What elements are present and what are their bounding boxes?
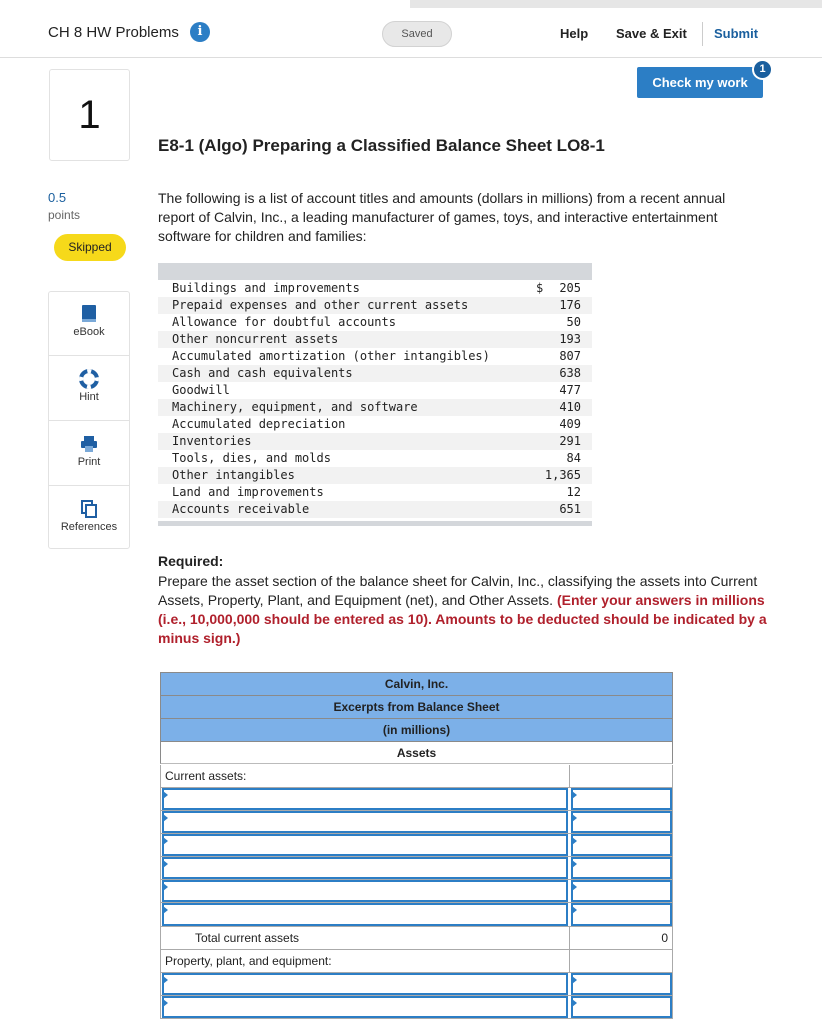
required-text: [158, 572, 778, 648]
account-amount: 1,365: [544, 468, 581, 482]
hint-button[interactable]: [49, 357, 129, 421]
account-amount: 176: [559, 298, 581, 312]
account-name: Other intangibles: [172, 468, 295, 482]
ppe-entry-row: [160, 973, 673, 996]
amount-input[interactable]: [571, 811, 672, 833]
account-name: Prepaid expenses and other current assets: [172, 298, 469, 312]
current-asset-entry-row: [160, 857, 673, 880]
amount-input[interactable]: [571, 903, 672, 926]
amount-input[interactable]: [571, 834, 672, 856]
book-icon: [79, 304, 99, 324]
account-row: [158, 382, 592, 399]
account-name-input[interactable]: [162, 996, 568, 1018]
assignment-header: [0, 8, 822, 58]
current-asset-entry-row: [160, 880, 673, 903]
saved-status-badge: Saved: [382, 21, 452, 47]
assignment-title: CH 8 HW Problems: [48, 24, 179, 41]
entry-instructions: (Enter your answers in millions (i.e., 10,000,000 should be entered as 10). Amounts to be deducted should be indicated by a minus sign.): [158, 592, 767, 646]
account-name: Cash and cash equivalents: [172, 366, 353, 380]
amount-input[interactable]: [571, 996, 672, 1018]
problem-title: E8-1 (Algo) Preparing a Classified Balance Sheet LO8-1: [158, 136, 605, 155]
print-label: Print: [77, 456, 101, 468]
account-row: [158, 433, 592, 450]
print-button[interactable]: [49, 422, 129, 486]
current-asset-entry-row: [160, 903, 673, 927]
total-current-assets-row: [160, 927, 673, 950]
account-row: [158, 501, 592, 518]
account-amount: 651: [559, 502, 581, 516]
account-name: Buildings and improvements: [172, 281, 360, 295]
account-row: [158, 331, 592, 348]
account-list-header-bar: [158, 263, 592, 280]
account-name-input[interactable]: [162, 903, 568, 926]
required-heading: Required:: [158, 553, 224, 569]
total-current-assets-value: 0: [661, 931, 668, 945]
account-row: [158, 297, 592, 314]
current-assets-label: Current assets:: [161, 765, 570, 787]
account-amount: 205: [559, 281, 581, 295]
account-amount: 807: [559, 349, 581, 363]
ppe-amount: [570, 950, 672, 972]
skipped-status-badge: Skipped: [54, 234, 126, 261]
total-current-assets-label: Total current assets: [161, 927, 570, 949]
account-name: Accounts receivable: [172, 502, 310, 516]
account-name: Accumulated amortization (other intangibles): [172, 349, 490, 363]
save-exit-link[interactable]: Save & Exit: [616, 26, 687, 41]
assets-section-header: Assets: [160, 741, 673, 764]
account-amount: 477: [559, 383, 581, 397]
account-list-footer-bar: [158, 521, 592, 526]
account-row: [158, 314, 592, 331]
current-assets-row: [160, 765, 673, 788]
account-name: Tools, dies, and molds: [172, 451, 331, 465]
ppe-row: [160, 950, 673, 973]
question-number: 1: [49, 69, 130, 161]
account-row: [158, 348, 592, 365]
amount-input[interactable]: [571, 973, 672, 995]
account-name-input[interactable]: [162, 973, 568, 995]
account-list-table: [158, 263, 592, 527]
amount-input[interactable]: [571, 788, 672, 810]
check-my-work-button[interactable]: Check my work: [637, 67, 763, 98]
account-row: [158, 467, 592, 484]
account-amount: 50: [566, 315, 581, 329]
statement-title-header: Excerpts from Balance Sheet: [160, 695, 673, 718]
account-amount: 638: [559, 366, 581, 380]
account-amount: 409: [559, 417, 581, 431]
ppe-entry-row: [160, 996, 673, 1019]
question-tools-panel: [48, 291, 130, 549]
help-link[interactable]: Help: [560, 26, 589, 41]
account-row: [158, 450, 592, 467]
current-asset-entry-row: [160, 834, 673, 857]
references-label: References: [60, 521, 118, 533]
points-value: 0.5: [48, 190, 67, 205]
ebook-label: eBook: [73, 326, 105, 338]
current-assets-amount: [570, 765, 672, 787]
account-row: [158, 416, 592, 433]
account-name-input[interactable]: [162, 834, 568, 856]
printer-icon: [79, 434, 99, 454]
account-name: Accumulated depreciation: [172, 417, 346, 431]
lifebuoy-icon: [79, 369, 99, 389]
account-name: Goodwill: [172, 383, 230, 397]
account-name-input[interactable]: [162, 811, 568, 833]
account-row: [158, 365, 592, 382]
info-icon[interactable]: i: [190, 22, 210, 42]
current-asset-entry-row: [160, 788, 673, 811]
account-amount: 410: [559, 400, 581, 414]
currency-symbol: $: [536, 281, 544, 295]
account-name: Inventories: [172, 434, 252, 448]
account-row: [158, 399, 592, 416]
units-header: (in millions): [160, 718, 673, 741]
hint-label: Hint: [79, 391, 99, 403]
top-strip: [410, 0, 822, 8]
submit-link[interactable]: Submit: [714, 26, 759, 41]
copy-icon: [79, 499, 99, 519]
references-button[interactable]: [49, 487, 129, 551]
account-name: Machinery, equipment, and software: [172, 400, 418, 414]
required-instructions: Prepare the asset section of the balance sheet for Calvin, Inc., classifying the assets into Current Assets, Property, Plant, and Equipment (net), and Other Assets.: [158, 573, 758, 608]
points-label: points: [48, 208, 81, 222]
amount-input[interactable]: [571, 857, 672, 879]
ebook-button[interactable]: [49, 292, 129, 356]
problem-intro: The following is a list of account titles and amounts (dollars in millions) from a recent annual report of Calvin, Inc., a leading manufacturer of games, toys, and interactive entertainment software for children and families:: [158, 190, 726, 244]
current-asset-entry-row: [160, 811, 673, 834]
account-amount: 291: [559, 434, 581, 448]
account-name-input[interactable]: [162, 788, 568, 810]
account-name: Allowance for doubtful accounts: [172, 315, 396, 329]
amount-input[interactable]: [571, 880, 672, 902]
account-name: Other noncurrent assets: [172, 332, 339, 346]
account-row: [158, 484, 592, 501]
account-name-input[interactable]: [162, 857, 568, 879]
company-name-header: Calvin, Inc.: [160, 672, 673, 695]
account-amount: 84: [566, 451, 581, 465]
account-name: Land and improvements: [172, 485, 324, 499]
account-row: [158, 280, 592, 297]
account-amount: 12: [566, 485, 581, 499]
check-work-count-badge: 1: [752, 59, 773, 80]
header-divider: [702, 22, 703, 46]
ppe-label: Property, plant, and equipment:: [161, 950, 570, 972]
account-amount: 193: [559, 332, 581, 346]
account-name-input[interactable]: [162, 880, 568, 902]
